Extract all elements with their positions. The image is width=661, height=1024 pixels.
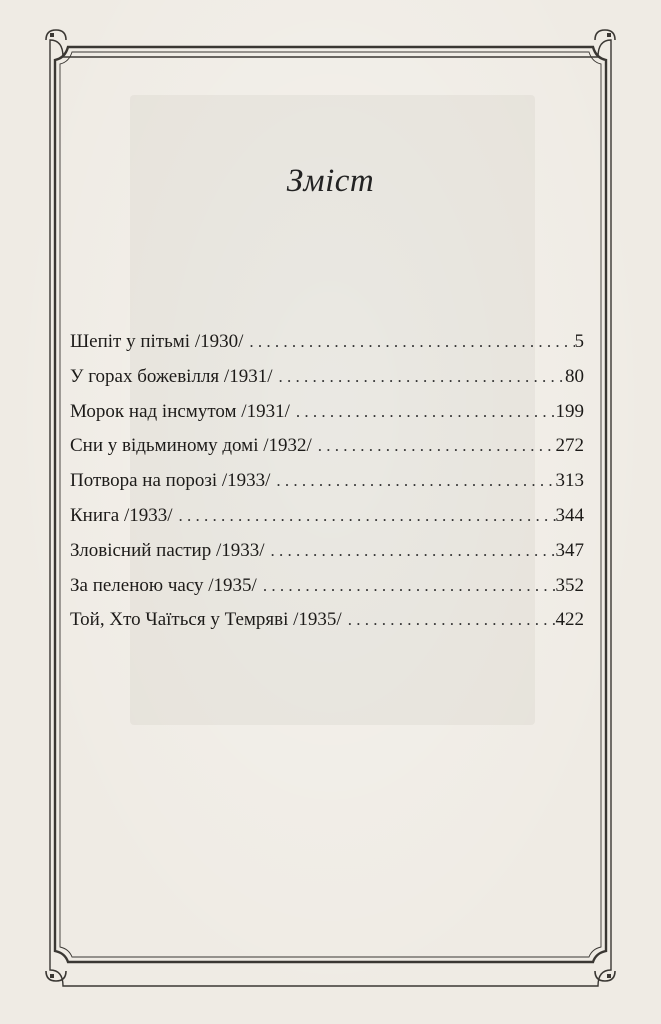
- toc-entry-title: Зловісний пастир /1933/: [70, 539, 265, 561]
- toc-entry-title: Книга /1933/: [70, 504, 173, 526]
- toc-entry-page: 422: [555, 609, 584, 631]
- dot-leader: [348, 610, 556, 630]
- toc-entry[interactable]: [70, 540, 584, 575]
- toc-entry-page: 313: [555, 470, 584, 492]
- toc-entry-page: 272: [555, 435, 584, 457]
- toc-entry[interactable]: [70, 435, 584, 470]
- toc-entry[interactable]: [70, 505, 584, 540]
- toc-entry-page: 80: [565, 365, 584, 387]
- toc-entry[interactable]: [70, 331, 584, 366]
- toc-entry[interactable]: [70, 470, 584, 505]
- page-title: Зміст: [286, 163, 375, 199]
- toc-entry-page: 5: [574, 331, 584, 352]
- dot-leader: [318, 436, 556, 456]
- toc-entry-page: 347: [555, 539, 584, 561]
- dot-leader: [263, 576, 556, 596]
- toc-entry-title: Сни у відьминому домі /1932/: [70, 435, 312, 457]
- toc-entry-title: Морок над інсмутом /1931/: [70, 400, 290, 422]
- toc-entry-title: У горах божевілля /1931/: [70, 365, 273, 387]
- toc-entry-page: 199: [555, 400, 584, 422]
- toc-entry[interactable]: [70, 575, 584, 610]
- dot-leader: [276, 471, 555, 491]
- toc-entry[interactable]: [70, 366, 584, 401]
- dot-leader: [271, 541, 556, 561]
- toc-entry-title: За пеленою часу /1935/: [70, 574, 257, 596]
- dot-leader: [249, 332, 574, 352]
- toc-entry-title: Шепіт у пітьмі /1930/: [70, 331, 244, 352]
- toc-entry-title: Той, Хто Чаїться у Темряві /1935/: [70, 609, 342, 631]
- toc-entry-page: 344: [555, 504, 584, 526]
- dot-leader: [296, 402, 556, 422]
- table-of-contents: [70, 331, 584, 644]
- toc-entry[interactable]: [70, 401, 584, 436]
- toc-entry-page: 352: [555, 574, 584, 596]
- toc-entry-title: Потвора на порозі /1933/: [70, 470, 271, 492]
- dot-leader: [278, 367, 565, 387]
- toc-entry[interactable]: [70, 609, 584, 644]
- dot-leader: [179, 506, 556, 526]
